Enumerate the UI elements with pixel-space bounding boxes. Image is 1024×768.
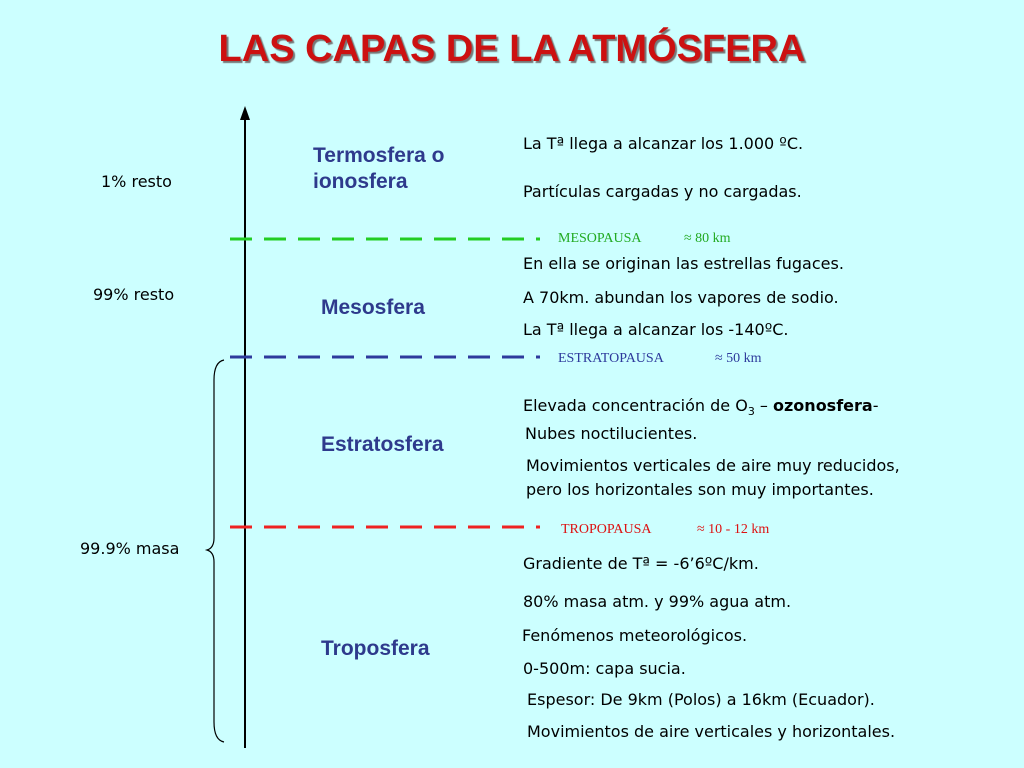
- layer-estratosfera: Estratosfera: [321, 433, 444, 456]
- layer-name-line1: Termosfera o: [313, 144, 445, 167]
- layer-termosfera: [313, 143, 445, 195]
- fact-termosfera-2: Partículas cargadas y no cargadas.: [523, 182, 802, 201]
- layer-name-line2: ionosfera: [313, 170, 408, 193]
- fact-mesosfera-2: A 70km. abundan los vapores de sodio.: [523, 288, 839, 307]
- side-label-resto-1: 1% resto: [101, 172, 172, 191]
- boundary-name: MESOPAUSA: [558, 231, 642, 246]
- layer-mesosfera: Mesosfera: [321, 296, 425, 319]
- boundary-tropopausa: [561, 522, 770, 538]
- boundary-mesopausa: [558, 231, 731, 247]
- side-label-masa: 99.9% masa: [80, 539, 180, 558]
- fact-estratosfera-2: Nubes noctilucientes.: [525, 424, 698, 443]
- fact-troposfera-1: Gradiente de Tª = -6’6ºC/km.: [523, 554, 759, 573]
- fact-troposfera-6: Movimientos de aire verticales y horizontales.: [527, 722, 896, 741]
- layer-troposfera: Troposfera: [321, 637, 430, 660]
- side-label-resto-99: 99% resto: [93, 285, 175, 304]
- fact-estratosfera-1: Elevada concentración de $O_3$ – ozonosfera-: [523, 396, 879, 419]
- fact-troposfera-2: 80% masa atm. y 99% agua atm.: [523, 592, 792, 611]
- fact-estratosfera-3: Movimientos verticales de aire muy reducidos,: [526, 456, 900, 475]
- boundary-name: TROPOPAUSA: [561, 522, 652, 537]
- page-title: LAS CAPAS DE LA ATMÓSFERA: [218, 28, 806, 70]
- boundary-height: ≈ 10 - 12 km: [697, 522, 770, 537]
- boundary-name: ESTRATOPAUSA: [558, 351, 664, 366]
- fact-troposfera-3: Fenómenos meteorológicos.: [522, 626, 748, 645]
- fact-troposfera-5: Espesor: De 9km (Polos) a 16km (Ecuador).: [527, 690, 875, 709]
- fact-mesosfera-1: En ella se originan las estrellas fugaces.: [523, 254, 844, 273]
- boundary-height: ≈ 80 km: [684, 231, 731, 246]
- boundary-estratopausa: [558, 351, 762, 367]
- fact-termosfera-1: La Tª llega a alcanzar los 1.000 ºC.: [523, 134, 804, 153]
- fact-mesosfera-3: La Tª llega a alcanzar los -140ºC.: [523, 320, 789, 339]
- fact-troposfera-4: 0-500m: capa sucia.: [523, 659, 686, 678]
- mass-brace: [207, 360, 224, 742]
- fact-estratosfera-4: pero los horizontales son muy importantes.: [526, 480, 874, 499]
- axis-arrow-icon: [240, 106, 250, 120]
- boundary-height: ≈ 50 km: [715, 351, 762, 366]
